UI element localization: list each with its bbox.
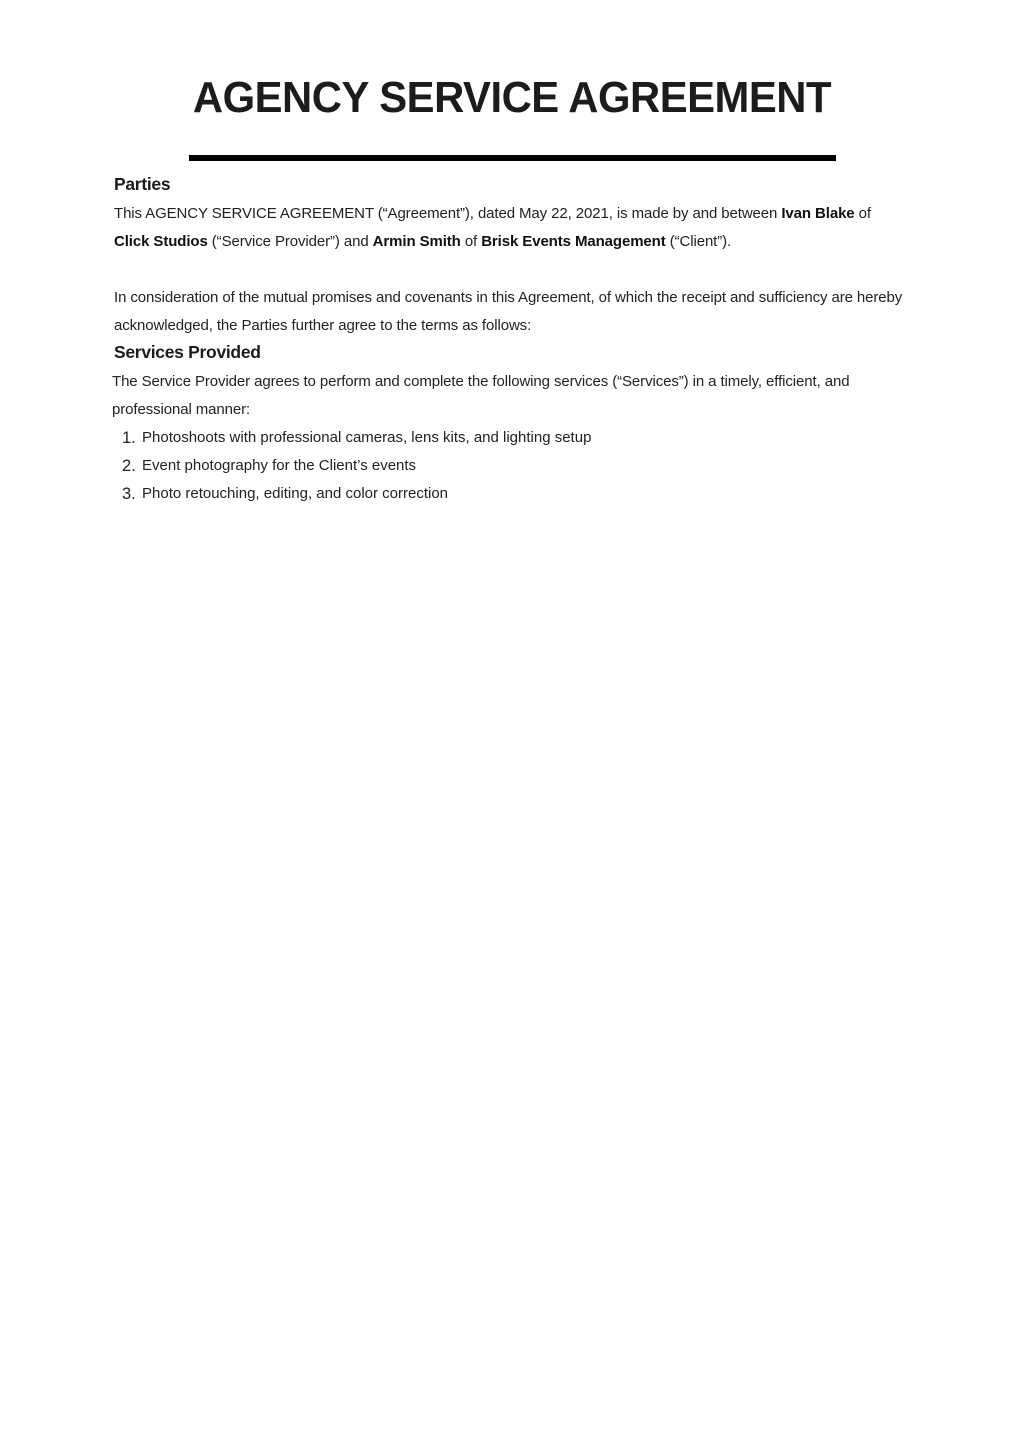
parties-intro-paragraph (114, 200, 914, 256)
services-intro-paragraph: The Service Provider agrees to perform and complete the following services (“Services”) in a timely, efficient, and professional manner: (112, 373, 850, 418)
title-divider (189, 155, 836, 161)
intro-text: (“Client”). (665, 233, 732, 250)
intro-text: of (854, 205, 871, 222)
provider-name: Ivan Blake (781, 205, 855, 222)
list-item (112, 480, 591, 508)
consideration-paragraph: In consideration of the mutual promises and covenants in this Agreement, of which the receipt and sufficiency are hereby acknowledged, the Parties further agree to the terms as follows: (114, 289, 903, 334)
list-number: 2. (122, 457, 136, 475)
list-item-text: Photo retouching, editing, and color correction (142, 485, 449, 502)
services-list (112, 424, 591, 508)
list-number: 1. (122, 429, 136, 447)
client-company: Brisk Events Management (481, 233, 666, 250)
list-number: 3. (122, 485, 136, 503)
intro-text: of (460, 233, 482, 250)
intro-text: This AGENCY SERVICE AGREEMENT (“Agreement”), dated May 22, 2021, is made by and between (114, 205, 782, 222)
client-name: Armin Smith (372, 233, 461, 250)
parties-heading: Parties (114, 174, 171, 194)
list-item (112, 452, 591, 480)
provider-company: Click Studios (114, 233, 208, 250)
intro-text: (“Service Provider”) and (207, 233, 373, 250)
list-item-text: Event photography for the Client’s events (142, 457, 417, 474)
list-item-text: Photoshoots with professional cameras, lens kits, and lighting setup (142, 429, 592, 446)
services-heading: Services Provided (114, 342, 261, 362)
list-item (112, 424, 591, 452)
document-title: AGENCY SERVICE AGREEMENT (192, 73, 832, 122)
